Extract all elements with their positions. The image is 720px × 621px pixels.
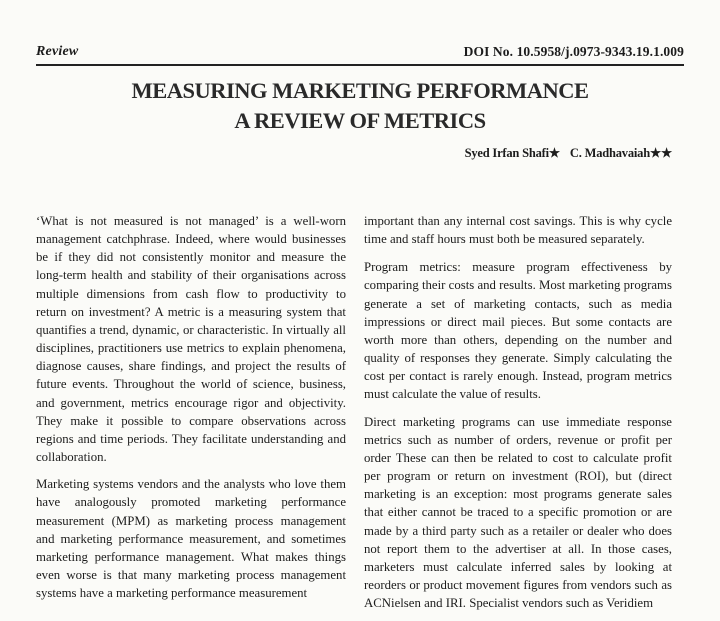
- section-label: Review: [36, 44, 79, 59]
- article-title-line-2: A REVIEW OF METRICS: [234, 108, 486, 133]
- article-title-line-1: MEASURING MARKETING PERFORMANCE: [131, 78, 589, 103]
- header-rule: [36, 64, 684, 66]
- body-paragraph: important than any internal cost savings. This is why cycle time and staff hours must both be measured separately.: [364, 214, 672, 247]
- doi-reference: DOI No. 10.5958/j.0973-9343.19.1.009: [463, 44, 684, 59]
- left-text-column: [36, 212, 346, 611]
- right-text-column: [364, 212, 672, 621]
- author-list: [465, 145, 672, 161]
- author-name: Syed Irfan Shafi: [464, 146, 549, 160]
- body-paragraph: Marketing systems vendors and the analysts who love them have analogously promoted marketing performance measurement (MPM) as marketing process management and marketing performance measurement, and sometimes marketing performance management. What makes things even worse is that many marketing process management systems have a marketing performance measurement: [36, 477, 346, 601]
- author-name: C. Madhavaiah: [569, 146, 650, 160]
- body-paragraph: ‘What is not measured is not managed’ is a well-worn management catchphrase. Indeed, where would businesses be if they did not consistently monitor and measure the long-term health and stability of their organisations across multiple dimensions from cash flow to productivity to return on investment? A metric is a measuring system that quantifies a trend, dynamic, or characteristic. In virtually all disciplines, practitioners use metrics to explain phenomena, diagnose causes, share findings, and project the results of future events. Throughout the world of science, business, and government, metrics encourage rigor and objectivity. They make it possible to compare observations across regions and time periods. They facilitate understanding and collaboration.: [36, 214, 346, 465]
- running-header: [36, 44, 684, 66]
- author-footnote-mark: ★: [548, 146, 560, 160]
- body-paragraph: Program metrics: measure program effectiveness by comparing their costs and results. Most marketing programs generate a set of marketing contacts, such as media impressions or direct mail pieces. But some contacts are worth more than others, depending on the number and quality of responses they generate. Simply calculating the cost per contact is rarely enough. Instead, program metrics must calculate the value of results.: [364, 260, 672, 402]
- body-paragraph: Direct marketing programs can use immediate response metrics such as number of orders, revenue or profit per order These can then be related to cost to calculate profit per program or return on investment (ROI), but (direct marketing is an exception: most programs generate sales that either cannot be traced to a specific promotion or are made by a third party such as a retailer or dealer who does not report them to the advertiser at all. In those cases, marketers must calculate inferred sales by looking at reorders or product movement figures from vendors such as ACNielsen and IRI. Specialist vendors such as Veridiem: [364, 414, 672, 611]
- author-footnote-mark: ★★: [649, 146, 672, 160]
